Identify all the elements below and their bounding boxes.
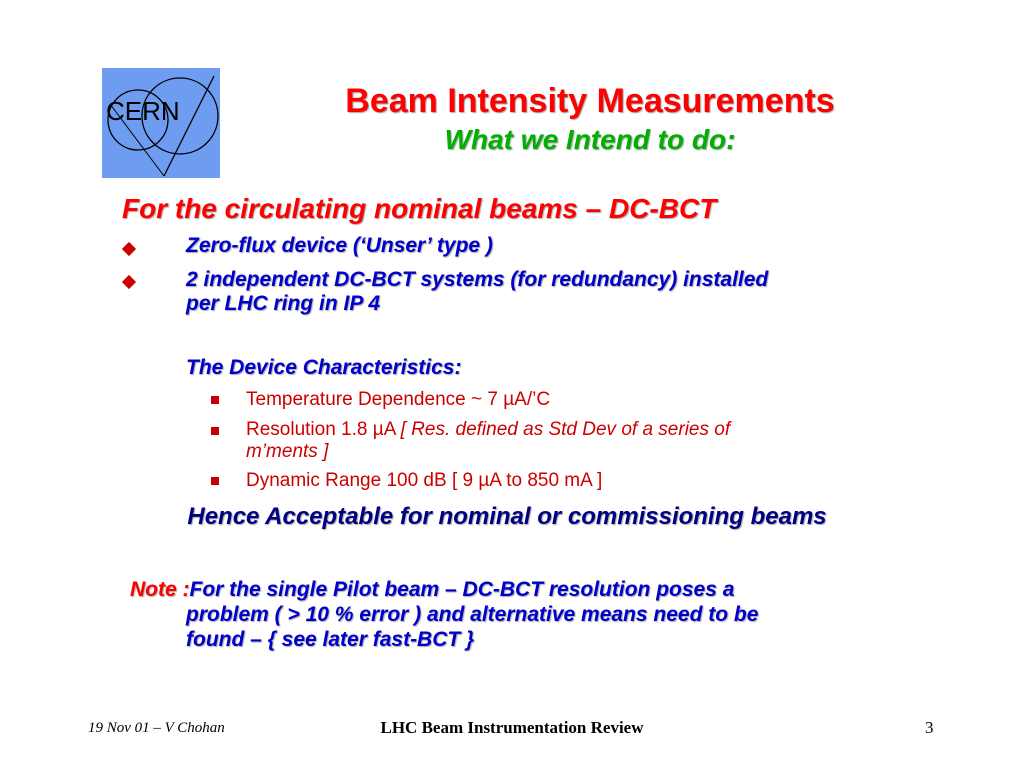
square-bullet-icon — [211, 396, 219, 404]
cern-logo — [102, 68, 220, 178]
diamond-bullet-icon — [122, 242, 136, 256]
cern-logo-graphic — [102, 68, 220, 178]
square-bullet-icon — [211, 477, 219, 485]
characteristic-item-note-continued: m’ments ] — [246, 441, 329, 462]
note-line: found – { see later fast-BCT } — [186, 628, 475, 651]
characteristic-item — [246, 419, 896, 441]
characteristic-item-note: [ Res. defined as Std Dev of a series of — [400, 419, 731, 440]
cern-logo-text: CERN — [106, 96, 180, 126]
footer-event: LHC Beam Instrumentation Review — [380, 718, 644, 737]
footer-date-author: 19 Nov 01 – V Chohan — [88, 720, 225, 736]
note-line: problem ( > 10 % error ) and alternative means need to be — [186, 603, 759, 626]
bullet-item: Zero-flux device (‘Unser’ type ) — [186, 234, 493, 257]
diamond-bullet-icon — [122, 275, 136, 289]
characteristic-item: Dynamic Range 100 dB [ 9 µA to 850 mA ] — [246, 470, 603, 491]
square-bullet-icon — [211, 427, 219, 435]
bullet-item-continued: per LHC ring in IP 4 — [186, 292, 381, 315]
characteristics-heading: The Device Characteristics: — [186, 356, 462, 379]
slide-subtitle: What we Intend to do: — [444, 124, 736, 155]
characteristic-item-text: Resolution 1.8 µA — [246, 419, 401, 440]
note-label: Note : — [130, 578, 190, 601]
note-text: For the single Pilot beam – DC-BCT resolution poses a — [189, 578, 735, 601]
conclusion-text: Hence Acceptable for nominal or commissioning beams — [187, 503, 827, 530]
page-number: 3 — [925, 718, 934, 737]
note-line — [130, 577, 890, 602]
note-block — [130, 577, 890, 652]
characteristic-item: Temperature Dependence ~ 7 µA/’C — [246, 389, 551, 410]
slide-title: Beam Intensity Measurements — [345, 82, 835, 120]
bullet-item: 2 independent DC-BCT systems (for redundancy) installed — [186, 268, 769, 291]
section-heading: For the circulating nominal beams – DC-BCT — [122, 193, 717, 224]
